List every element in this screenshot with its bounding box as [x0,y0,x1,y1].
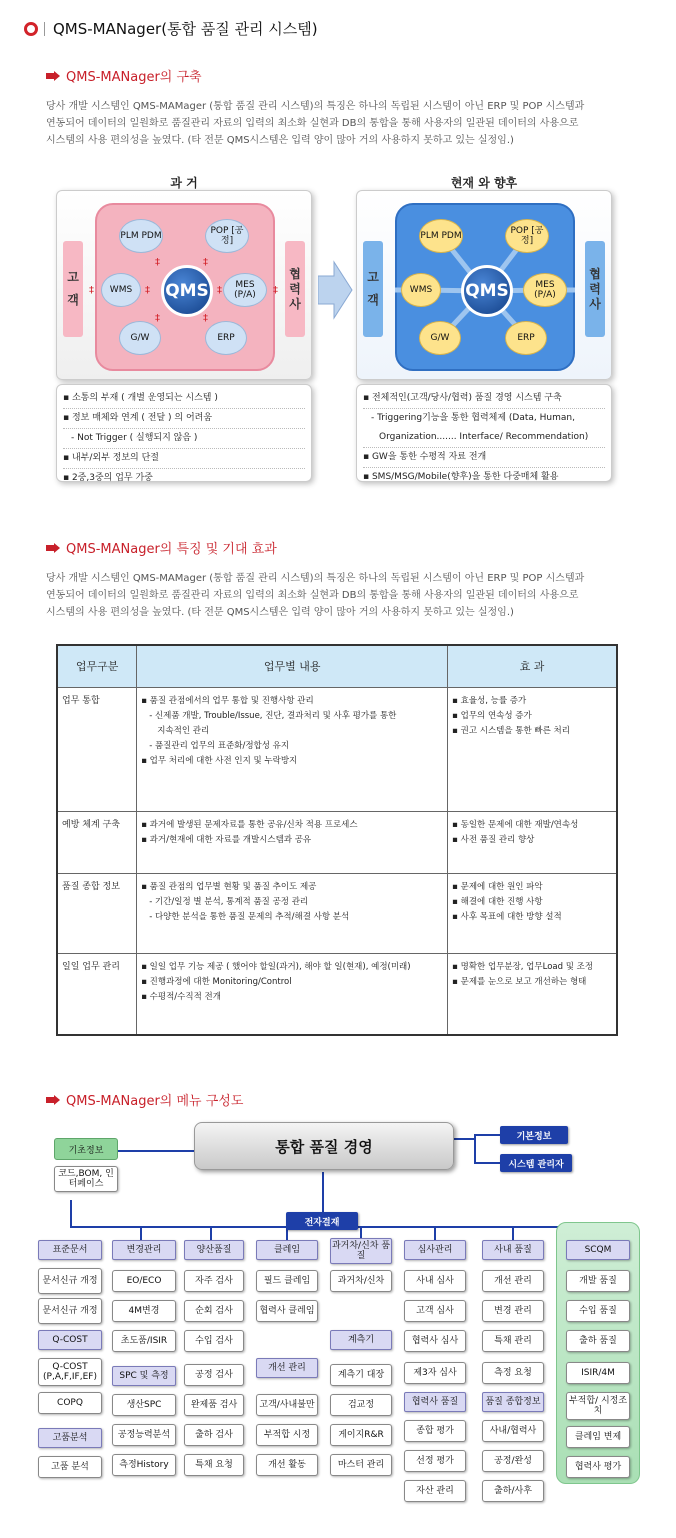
paragraph-line: 시스템의 사용 편의성을 높였다. (타 전문 QMS시스템은 입력 양이 많아 거의 사용하지 못하고 있는 실정임.) [46,607,514,618]
menu-item[interactable]: 초도품/ISIR [112,1330,176,1352]
paragraph-line: 시스템의 사용 편의성을 높였다. (타 전문 QMS시스템은 입력 양이 많아 거의 사용하지 못하고 있는 실정임.) [46,135,514,146]
menu-item[interactable]: 순회 검사 [184,1300,244,1322]
break-icon: ‡ [217,285,222,296]
bullet-item: - Not Trigger ( 실행되지 않음 ) [63,429,305,449]
table-cell: 품질 종합 정보 [57,873,137,953]
break-icon: ‡ [89,285,94,296]
menu-item[interactable]: 필드 클레임 [256,1270,318,1292]
table-cell [448,687,617,811]
basic-info-sub[interactable]: 코드,BOM, 인터페이스 [54,1166,118,1192]
cell-line: - 신제품 개발, Trouble/Issue, 진단, 결과처리 및 사후 평가를 통한 [149,710,397,721]
side-char: 협 [589,266,601,281]
menu-head-standard-docs[interactable]: 표준문서 [38,1240,102,1260]
past-node-gw: G/W [119,321,161,355]
break-icon: ‡ [203,257,208,268]
menu-item[interactable]: 문서신규 개정 [38,1268,102,1294]
menu-head-audit[interactable]: 심사관리 [404,1240,466,1260]
cell-line: ▪ 진행과정에 대한 Monitoring/Control [141,976,292,987]
menu-item[interactable]: 게이지R&R [330,1424,392,1446]
cell-line: 지속적인 관리 [157,725,210,736]
menu-head-mass-production[interactable]: 양산품질 [184,1240,244,1260]
menu-item[interactable]: EO/ECO [112,1270,176,1292]
past-customer-side [63,241,83,337]
future-node-mes: MES (P/A) [523,273,567,307]
menu-item[interactable]: 개발 품질 [566,1270,630,1292]
future-panel [356,190,612,380]
future-customer-side [363,241,383,337]
menu-head-gauge[interactable]: 계측기 [330,1330,392,1350]
future-bullets [356,384,612,482]
menu-head-change-mgmt[interactable]: 변경관리 [112,1240,176,1260]
table-cell [448,811,617,873]
table-cell [137,953,448,1035]
table-row [57,687,617,811]
menu-item[interactable]: 출하 품질 [566,1330,630,1352]
menu-head-scqm[interactable]: SCQM [566,1240,630,1260]
break-icon: ‡ [203,313,208,324]
menu-item[interactable]: 협력사 평가 [566,1456,630,1478]
past-node-plm: PLM PDM [119,219,163,253]
menu-item[interactable]: 특채 요청 [184,1454,244,1476]
page-title [24,18,318,39]
side-char: 사 [589,296,601,311]
paragraph-line: 연동되어 데이터의 일원화로 품질관리 자료의 입력의 최소화 실현과 DB의 통합을 통해 사용자의 일관된 데이터의 사용으로 [46,590,579,601]
arrow-right-icon [46,1095,60,1105]
menu-item[interactable]: 마스터 관리 [330,1454,392,1476]
menu-item[interactable]: 검교정 [330,1394,392,1416]
menu-item[interactable]: 협력사 클레임 [256,1300,318,1322]
past-qms-core: QMS [161,265,213,317]
cell-line: - 기간/일정 별 분석, 통계적 품질 공정 관리 [149,896,309,907]
cell-line: - 다양한 분석을 통한 품질 문제의 추적/해결 사항 분석 [149,911,350,922]
bullet-item: - Triggering기능을 통한 협력체제 (Data, Human, [371,413,575,423]
system-admin-box[interactable]: 시스템 관리자 [500,1154,572,1172]
section-title-text: QMS-MANager의 메뉴 구성도 [66,1094,244,1109]
menu-head-improvement[interactable]: 개선 관리 [256,1358,318,1378]
table-cell: 예방 체계 구축 [57,811,137,873]
future-qms-core: QMS [461,265,513,317]
cell-line: ▪ 일일 업무 기능 제공 ( 했어야 할일(과거), 해야 할 일(현재), 예정(미래) [141,961,411,972]
table-cell [137,687,448,811]
menu-item[interactable]: 자주 검사 [184,1270,244,1292]
menu-item[interactable]: 자산 관리 [404,1480,466,1502]
cell-line: ▪ 품질 관점에서의 업무 통합 및 진행사항 관리 [141,695,314,706]
past-node-pop: POP [공정] [205,219,249,253]
future-node-wms: WMS [401,273,441,307]
section-title-text: QMS-MANager의 구축 [66,70,202,85]
menu-item[interactable]: 협력사 심사 [404,1330,466,1352]
section-title-menu [46,1090,243,1109]
features-table [56,644,618,1036]
section1-paragraph [46,98,636,149]
basic-info-right[interactable]: 기본정보 [500,1126,568,1144]
menu-item[interactable]: 사내 심사 [404,1270,466,1292]
menu-item[interactable]: 선정 평가 [404,1450,466,1472]
paragraph-line: 당사 개발 시스템인 QMS-MAMager (통합 품질 관리 시스템)의 특징은 하나의 독립된 시스템이 아닌 ERP 및 POP 시스템과 [46,573,585,584]
cell-line: ▪ 업무의 연속성 증가 [452,710,532,721]
cell-line: ▪ 동일한 문제에 대한 재발/연속성 [452,819,579,830]
menu-item[interactable]: Q-COST (P,A,F,IF,EF) [38,1358,102,1386]
past-bullets [56,384,312,482]
side-char: 고 [67,270,79,284]
connector [140,1226,142,1240]
menu-item[interactable]: ISIR/4M [566,1362,630,1384]
cell-line: ▪ 과거에 발생된 문제자료를 통한 공유/신차 적용 프로세스 [141,819,358,830]
menu-item[interactable]: COPQ [38,1392,102,1414]
cell-line: ▪ 해결에 대한 진행 사항 [452,896,543,907]
bullet-item: ▪ SMS/MSG/Mobile(향후)을 통한 다중매체 활용 [363,472,559,482]
menu-item[interactable]: 공정/완성 [482,1450,544,1472]
cell-line: ▪ 효율성, 능률 증가 [452,695,527,706]
future-partner-side [585,241,605,337]
paragraph-line: 연동되어 데이터의 일원화로 품질관리 자료의 입력의 최소화 실현과 DB의 통합을 통해 사용자의 일관된 데이터의 사용으로 [46,118,579,129]
divider [44,22,45,36]
break-icon: ‡ [145,285,150,296]
bullet-item: ▪ 소통의 부재 ( 개별 운영되는 시스템 ) [63,389,305,409]
menu-head-vehicle-quality[interactable]: 과거차/신차 품질 [330,1238,392,1264]
menu-item[interactable]: 수입 품질 [566,1300,630,1322]
menu-item[interactable]: 4M변경 [112,1300,176,1322]
menu-item[interactable]: 공정능력분석 [112,1424,176,1446]
menu-head-qcost[interactable]: Q-COST [38,1330,102,1350]
cell-line: - 품질관리 업무의 표준화/정합성 유지 [149,740,290,751]
e-approval-box[interactable]: 전자결재 [286,1212,358,1230]
menu-head-quality-info[interactable]: 품질 종합정보 [482,1392,544,1412]
connector [454,1138,474,1140]
cell-line: ▪ 사후 목표에 대한 방향 설적 [452,911,562,922]
table-row [57,873,617,953]
menu-item[interactable]: 계측기 대장 [330,1364,392,1386]
menu-item[interactable]: 공정 검사 [184,1364,244,1386]
cell-line: ▪ 명확한 업무분장, 업무Load 및 조정 [452,961,594,972]
menu-item[interactable]: 개선 관리 [482,1270,544,1292]
menu-item[interactable]: 측정History [112,1454,176,1476]
menu-item[interactable]: 고품 분석 [38,1456,102,1478]
menu-item[interactable]: 변경 관리 [482,1300,544,1322]
connector [70,1200,72,1228]
menu-item[interactable]: 부적합 시정 [256,1424,318,1446]
future-label: 현재 와 향후 [450,176,518,190]
menu-head-partner-quality[interactable]: 협력사 품질 [404,1392,466,1412]
menu-head-claim[interactable]: 클레임 [256,1240,318,1260]
past-node-mes: MES (P/A) [223,273,267,307]
table-cell [137,811,448,873]
menu-item[interactable]: 과거차/신차 [330,1270,392,1292]
menu-item[interactable]: 문서신규 개정 [38,1298,102,1324]
menu-item[interactable]: 출하 검사 [184,1424,244,1446]
menu-item[interactable]: 종합 평가 [404,1420,466,1442]
menu-item[interactable]: 특채 관리 [482,1330,544,1352]
menu-head-returned-analysis[interactable]: 고품분석 [38,1428,102,1448]
cell-line: ▪ 품질 관점의 업무별 현황 및 품질 추이도 제공 [141,881,317,892]
menu-item[interactable]: 제3자 심사 [404,1362,466,1384]
connector [322,1172,324,1212]
circle-icon [24,22,38,36]
transition-arrow-icon [318,260,354,320]
menu-item[interactable]: 생산SPC [112,1394,176,1416]
section-title-construction [46,66,202,85]
table-cell: 업무 통합 [57,687,137,811]
cell-line: ▪ 업무 처리에 대한 사전 인지 및 누락방지 [141,755,298,766]
table-cell [448,873,617,953]
bullet-item: ▪ 전체적인(고객/당사/협력) 품질 경영 시스템 구축 [363,389,605,409]
cell-line: ▪ 권고 시스템을 통한 빠른 처리 [452,725,570,736]
arrow-right-icon [46,543,60,553]
menu-item[interactable]: 개선 활동 [256,1454,318,1476]
menu-item[interactable]: 수입 검사 [184,1330,244,1352]
connector [118,1150,194,1152]
connector [474,1134,476,1164]
cell-line: ▪ 문제를 눈으로 보고 개선하는 형태 [452,976,587,987]
connector [474,1134,500,1136]
side-char: 력 [289,281,301,296]
paragraph-line: 당사 개발 시스템인 QMS-MAMager (통합 품질 관리 시스템)의 특징은 하나의 독립된 시스템이 아닌 ERP 및 POP 시스템과 [46,101,585,112]
menu-item[interactable]: 사내/협력사 [482,1420,544,1442]
past-partner-side [285,241,305,337]
menu-item[interactable]: 고객 심사 [404,1300,466,1322]
connector [512,1226,514,1240]
side-char: 객 [367,293,379,307]
future-node-pop: POP [공정] [505,219,549,253]
menu-head-spc[interactable]: SPC 및 측정 [112,1366,176,1386]
break-icon: ‡ [273,285,278,296]
menu-item[interactable]: 클레임 변제 [566,1426,630,1448]
connector [434,1226,436,1240]
menu-item[interactable]: 완제품 검사 [184,1394,244,1416]
cell-line: ▪ 사전 품질 관리 향상 [452,834,535,845]
side-char: 력 [589,281,601,296]
cell-line: ▪ 과거/현재에 대한 자료를 개발시스템과 공유 [141,834,312,845]
cell-line: ▪ 문제에 대한 원인 파악 [452,881,543,892]
future-node-gw: G/W [419,321,461,355]
integrated-quality-box[interactable]: 통합 품질 경영 [194,1122,454,1170]
past-label: 과 거 [170,176,198,190]
menu-head-internal-quality[interactable]: 사내 품질 [482,1240,544,1260]
bullet-item: ▪ 2중,3중의 업무 가중 [63,473,153,483]
menu-item[interactable]: 측정 요청 [482,1362,544,1384]
bullet-item: ▪ GW을 통한 수평적 자료 전개 [363,448,605,468]
future-node-plm: PLM PDM [419,219,463,253]
side-char: 객 [67,293,79,307]
table-header: 업무구분 [57,645,137,687]
cell-line: ▪ 수평적/수직적 전개 [141,991,221,1002]
bullet-item: Organization....... Interface/ Recommendation) [363,428,605,448]
past-node-erp: ERP [205,321,247,355]
menu-item[interactable]: 고객/사내불만 [256,1394,318,1416]
table-cell [448,953,617,1035]
break-icon: ‡ [155,257,160,268]
table-row [57,953,617,1035]
side-char: 고 [367,270,379,284]
connector [210,1226,212,1240]
bullet-item: ▪ 내부/외부 정보의 단절 [63,449,305,469]
side-char: 사 [289,296,301,311]
table-header: 업무별 내용 [137,645,448,687]
past-node-wms: WMS [101,273,141,307]
page-title-text: QMS-MANager(통합 품질 관리 시스템) [53,20,318,38]
table-cell [137,873,448,953]
section-title-features [46,538,277,557]
table-header: 효 과 [448,645,617,687]
arrow-right-icon [46,71,60,81]
connector [474,1162,500,1164]
section2-paragraph [46,570,636,621]
table-row [57,811,617,873]
side-char: 협 [289,266,301,281]
menu-item[interactable]: 부적합/ 시정조치 [566,1392,630,1420]
break-icon: ‡ [155,313,160,324]
future-node-erp: ERP [505,321,547,355]
table-header-row [57,645,617,687]
section-title-text: QMS-MANager의 특징 및 기대 효과 [66,542,277,557]
table-cell: 일일 업무 관리 [57,953,137,1035]
past-panel [56,190,312,380]
bullet-item: ▪ 정보 매체와 연계 ( 전달 ) 의 어려움 [63,409,305,429]
basic-info-box[interactable]: 기초정보 [54,1138,118,1160]
menu-item[interactable]: 출하/사후 [482,1480,544,1502]
